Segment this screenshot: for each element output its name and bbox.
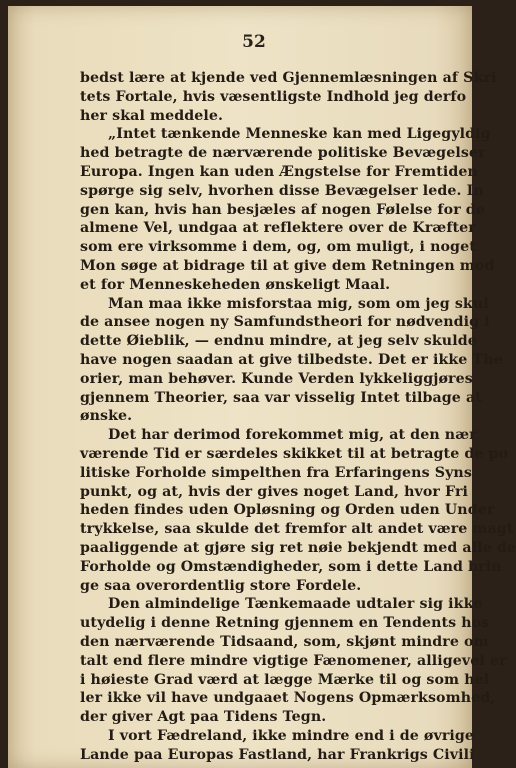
text-line: ge saa overordentlig store Fordele.: [80, 577, 362, 594]
text-line: hed betragte de nærværende politiske Bevægelser: [80, 145, 486, 162]
text-line: værende Tid er særdeles skikket til at betragte de po: [80, 445, 509, 462]
text-line: I vort Fædreland, ikke mindre end i de øvrige: [108, 727, 475, 744]
text-line: bedst lære at kjende ved Gjennemlæsningen af Skri: [80, 70, 497, 86]
text-line: heden findes uden Opløsning og Orden uden Under: [80, 502, 495, 519]
text-line: paaliggende at gjøre sig ret nøie bekjendt med alle de: [80, 539, 516, 556]
text-line: punkt, og at, hvis der gives noget Land, hvor Fri: [80, 483, 469, 500]
text-line: orier, man behøver. Kunde Verden lykkeliggjøres: [80, 370, 473, 387]
text-line: Man maa ikke misforstaa mig, som om jeg skul: [108, 295, 489, 312]
body-text: [74, 69, 516, 764]
page-number: 52: [242, 32, 266, 52]
text-line: have nogen saadan at give tilbedste. Det er ikke The: [80, 351, 503, 368]
text-line: den nærværende Tidsaand, som, skjønt mindre om: [80, 633, 489, 650]
text-line: talt end flere mindre vigtige Fænomener, alligevel er: [80, 652, 507, 669]
book-page: [8, 6, 516, 768]
text-line: gjennem Theorier, saa var visselig Intet tilbage at: [80, 389, 482, 406]
text-line: som ere virksomme i dem, og, om muligt, i noget: [80, 239, 476, 256]
text-line: tets Fortale, hvis væsentligste Indhold jeg derfo: [80, 88, 467, 105]
text-line: Europa. Ingen kan uden Ængstelse for Fremtiden: [80, 163, 478, 180]
text-line: de ansee nogen ny Samfundstheori for nødvendig i: [80, 314, 490, 331]
text-line: i høieste Grad værd at lægge Mærke til og som hel: [80, 671, 490, 688]
text-line: Lande paa Europas Fastland, har Frankrigs Civili: [80, 746, 475, 763]
text-line: Den almindelige Tænkemaade udtaler sig ikke: [108, 596, 483, 613]
text-line: et for Menneskeheden ønskeligt Maal.: [80, 276, 391, 293]
text-line: Det har derimod forekommet mig, at den nær: [108, 427, 477, 444]
text-line: litiske Forholde simpelthen fra Erfaringens Syns: [80, 464, 472, 481]
text-line: spørge sig selv, hvorhen disse Bevægelser lede. In: [80, 182, 484, 199]
text-line: trykkelse, saa skulde det fremfor alt andet være magt: [80, 521, 514, 538]
text-line: Mon søge at bidrage til at give dem Retningen mod: [80, 257, 495, 274]
text-line: „Intet tænkende Menneske kan med Ligegyldig: [108, 126, 491, 143]
text-line: ler ikke vil have undgaaet Nogens Opmærksomhed,: [80, 690, 496, 707]
text-line: dette Øieblik, — endnu mindre, at jeg selv skulde: [80, 333, 477, 350]
text-line: almene Vel, undgaa at reflektere over de Kræfter: [80, 220, 476, 237]
text-line: ønske.: [80, 408, 133, 425]
text-line: der giver Agt paa Tidens Tegn.: [80, 709, 327, 726]
text-line: utydelig i denne Retning gjennem en Tendents hos: [80, 615, 490, 632]
text-line: her skal meddele.: [80, 107, 224, 124]
text-line: Forholde og Omstændigheder, som i dette Land brin: [80, 558, 502, 575]
text-line: gen kan, hvis han besjæles af nogen Følelse for de: [80, 201, 485, 218]
